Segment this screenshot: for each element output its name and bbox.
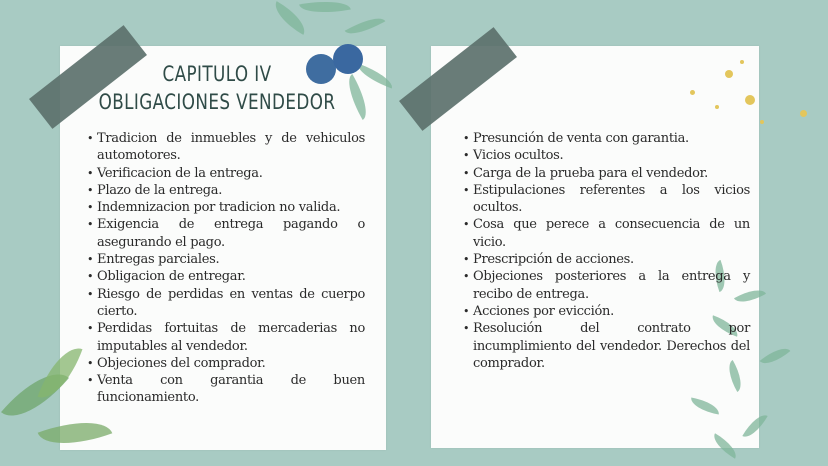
list-item: • Tradicion de inmuebles y de vehiculos automotores. [97, 130, 365, 165]
list-item: • Presunción de venta con garantia. [473, 130, 750, 147]
right-bullet-list [463, 130, 750, 372]
list-item: • Obligacion de entregar. [97, 268, 365, 285]
list-item: • Objeciones posteriores a la entrega y recibo de entrega. [473, 268, 750, 303]
list-item: • Entregas parciales. [97, 251, 365, 268]
list-item: • Exigencia de entrega pagando o asegurando el pago. [97, 216, 365, 251]
list-item: • Vicios ocultos. [473, 147, 750, 164]
list-item: • Plazo de la entrega. [97, 182, 365, 199]
list-item: • Cosa que perece a consecuencia de un vicio. [473, 216, 750, 251]
list-item: • Perdidas fortuitas de mercaderias no imputables al vendedor. [97, 320, 365, 355]
list-item: • Prescripción de acciones. [473, 251, 750, 268]
title-line-1: CAPITULO IV [162, 62, 272, 86]
list-item: • Acciones por evicción. [473, 303, 750, 320]
list-item: • Indemnizacion por tradicion no valida. [97, 199, 365, 216]
list-item: • Venta con garantia de buen funcionamiento. [97, 372, 365, 407]
left-bullet-list [87, 130, 365, 407]
list-item: • Carga de la prueba para el vendedor. [473, 165, 750, 182]
title-line-2: OBLIGACIONES VENDEDOR [98, 90, 336, 114]
list-item: • Verificacion de la entrega. [97, 165, 365, 182]
list-item: • Resolución del contrato por incumplimiento del vendedor. Derechos del comprador. [473, 320, 750, 372]
list-item: • Objeciones del comprador. [97, 355, 365, 372]
list-item: • Riesgo de perdidas en ventas de cuerpo cierto. [97, 286, 365, 321]
list-item: • Estipulaciones referentes a los vicios ocultos. [473, 182, 750, 217]
page-title [89, 60, 345, 116]
